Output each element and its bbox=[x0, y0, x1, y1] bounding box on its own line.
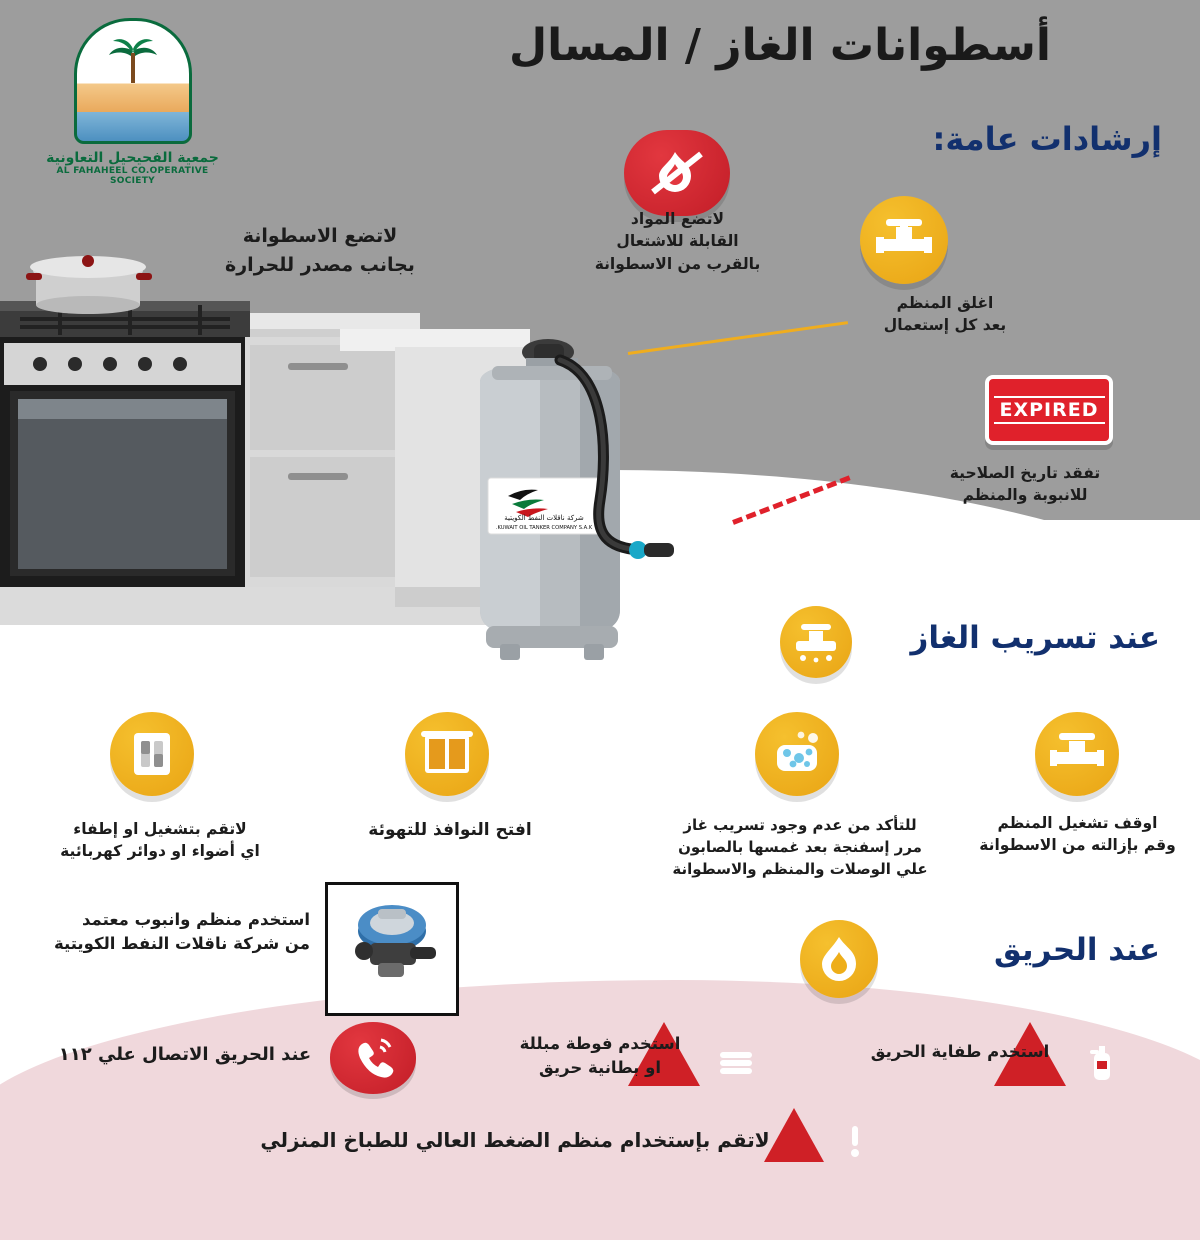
flame-no-icon bbox=[645, 144, 709, 202]
label-close-regulator: اغلق المنظم بعد كل إستعمال bbox=[883, 294, 1007, 335]
sponge-bubbles-icon bbox=[769, 729, 825, 779]
gas-valve-icon bbox=[876, 215, 932, 265]
label-call-112: عند الحريق الاتصال علي ١١٢ bbox=[58, 1044, 312, 1065]
label-no-high-pressure: لاتقم بإستخدام منظم الضغط العالي للطباخ المنزلي bbox=[260, 1128, 770, 1152]
regulator-photo bbox=[334, 885, 456, 1007]
exclamation-icon bbox=[846, 1126, 864, 1160]
label-fire-extinguisher: استخدم طفاية الحريق bbox=[870, 1042, 1050, 1061]
regulator-photo-box bbox=[325, 882, 459, 1016]
label-stop-regulator: اوقف تشغيل المنظم وقم بإزالته من الاسطوانة bbox=[979, 814, 1176, 855]
label-flammable: لاتضع المواد القابلة للاشتعال بالقرب من الاسطوانة bbox=[594, 210, 761, 273]
flammable-no-icon bbox=[624, 130, 730, 216]
light-switch-icon-badge bbox=[110, 712, 194, 796]
regulator-valve-icon bbox=[1050, 730, 1104, 778]
window-icon-badge bbox=[405, 712, 489, 796]
svg-text:KUWAIT OIL TANKER COMPANY S.A.: KUWAIT OIL TANKER COMPANY S.A.K. bbox=[495, 525, 593, 531]
label-approved-regulator: استخدم منظم وانبوب معتمد من شركة ناقلات النفط الكويتية bbox=[53, 910, 310, 953]
regulator-valve-icon-badge bbox=[1035, 712, 1119, 796]
logo-text-ar: جمعية الفحيحيل التعاونية bbox=[46, 150, 219, 166]
expired-stamp: EXPIRED bbox=[985, 375, 1113, 445]
gas-cylinder-illustration bbox=[430, 330, 680, 680]
label-heat-source: لاتضع الاسطوانة بجانب مصدر للحرارة bbox=[225, 225, 415, 276]
phone-icon-badge bbox=[330, 1022, 416, 1094]
label-wet-towel: استخدم فوطة مبللة او بطانية حريق bbox=[519, 1034, 681, 1077]
label-check-expiry: تفقد تاريخ الصلاحية للانبوبة والمنظم bbox=[949, 464, 1101, 505]
window-icon bbox=[421, 729, 473, 779]
fire-blanket-icon bbox=[718, 1048, 754, 1078]
organization-logo bbox=[40, 18, 225, 186]
fire-extinguisher-icon bbox=[1088, 1044, 1116, 1082]
label-open-windows: افتح النوافذ للتهوئة bbox=[368, 820, 532, 840]
label-no-electric: لاتقم بتشغيل او إطفاء اي أضواء او دوائر كهربائية bbox=[60, 820, 260, 861]
section-general-heading: إرشادات عامة: bbox=[932, 120, 1162, 158]
gas-valve-icon-badge bbox=[860, 196, 948, 284]
logo-text-en: AL FAHAHEEL CO.OPERATIVE SOCIETY bbox=[56, 166, 209, 186]
light-switch-icon bbox=[129, 729, 175, 779]
section-fire-heading: عند الحريق bbox=[993, 932, 1160, 968]
sponge-bubbles-icon-badge bbox=[755, 712, 839, 796]
palm-tree-icon bbox=[101, 35, 165, 95]
phone-icon bbox=[351, 1036, 395, 1080]
section-leak-heading: عند تسريب الغاز bbox=[910, 620, 1160, 656]
svg-text:شركة ناقلات النفط الكويتية: شركة ناقلات النفط الكويتية bbox=[504, 514, 584, 522]
label-sponge-test: للتأكد من عدم وجود تسريب غاز مرر إسفنجة بعد غمسها بالصابون علي الوصلات والمنظم والاسطوانة bbox=[672, 816, 928, 878]
page-title: أسطوانات الغاز / المسال bbox=[508, 20, 1052, 71]
logo-badge bbox=[74, 18, 192, 144]
